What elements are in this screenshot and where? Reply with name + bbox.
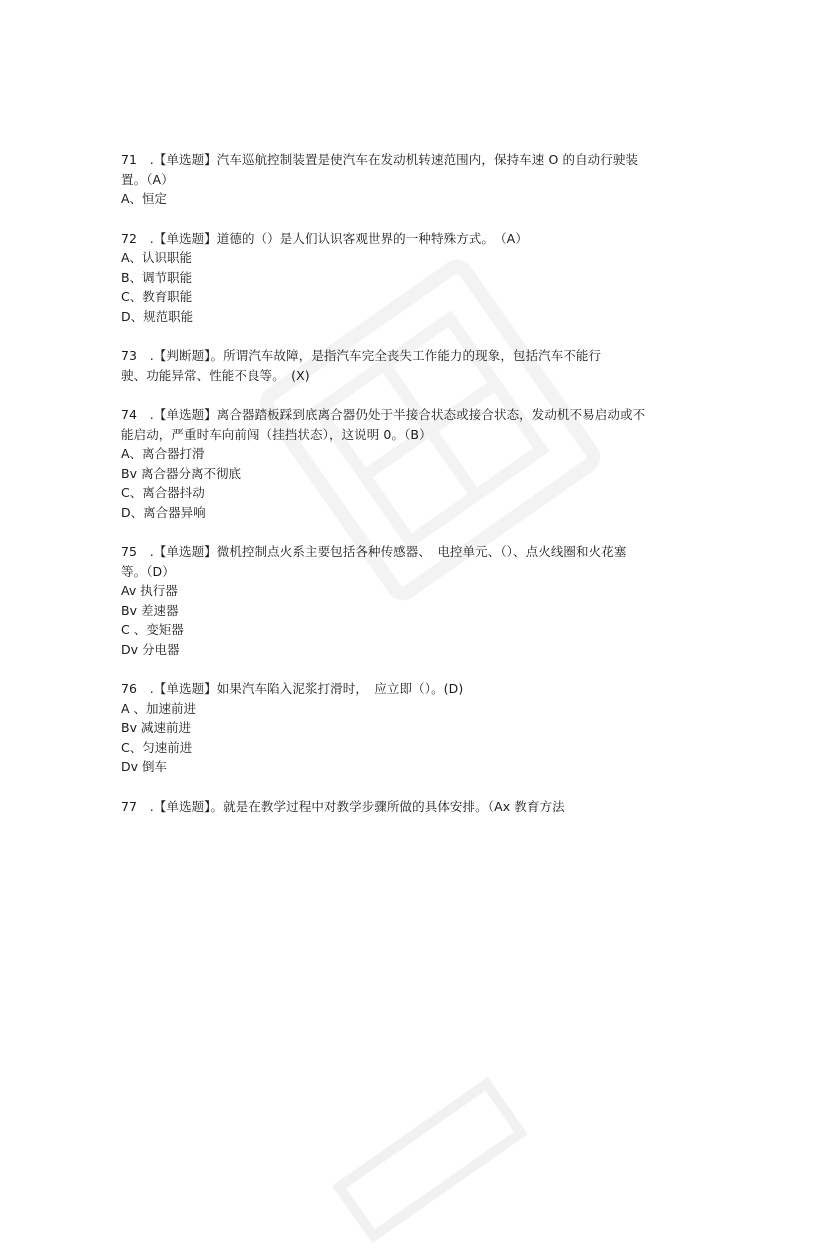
- option-c: C、教育职能: [121, 289, 193, 304]
- question-stem-line: 等。（D）: [121, 563, 175, 579]
- question-76: [121, 679, 711, 777]
- option-d: Dv 倒车: [121, 759, 167, 774]
- question-stem-line: 能启动，严重时车向前闯（挂挡状态），这说明 0。（B）: [121, 426, 432, 442]
- option-c: C、匀速前进: [121, 739, 193, 755]
- question-stem-line: 驶、功能异常、性能不良等。 (X): [121, 367, 310, 383]
- option-d: D、离合器异响: [121, 504, 206, 520]
- option-d: Dv 分电器: [121, 641, 180, 657]
- option-a: A、恒定: [121, 191, 168, 206]
- question-stem-line: 73 .【判断题】。所谓汽车故障，是指汽车完全丧失工作能力的现象，包括汽车不能行: [121, 348, 602, 363]
- option-a: A、认识职能: [121, 250, 193, 265]
- question-75: [121, 542, 711, 659]
- question-stem-line: 77 .【单选题】。就是在教学过程中对教学步骤所做的具体安排。（Ax 教育方法: [121, 798, 565, 814]
- option-a: A、离合器打滑: [121, 446, 205, 461]
- question-list: [121, 150, 711, 836]
- option-list: [121, 581, 711, 659]
- option-a: A 、加速前进: [121, 700, 197, 716]
- option-d: D、规范职能: [121, 308, 194, 324]
- option-a: Av 执行器: [121, 583, 178, 598]
- question-71: [121, 150, 711, 209]
- question-stem-line: 72 .【单选题】道德的（）是人们认识客观世界的一种特殊方式。 （A）: [121, 230, 528, 246]
- question-stem-line: 75 .【单选题】微机控制点火系主要包括各种传感器、 电控单元、（）、点火线圈和火花塞: [121, 544, 627, 559]
- option-c: C、离合器抖动: [121, 485, 205, 500]
- option-c: C 、变矩器: [121, 622, 184, 637]
- question-stem-line: 76 .【单选题】如果汽车陷入泥浆打滑时， 应立即（）。(D): [121, 681, 464, 696]
- option-list: [121, 699, 711, 777]
- option-list: [121, 189, 711, 209]
- watermark-logo-bottom: [325, 1070, 535, 1250]
- question-74: [121, 405, 711, 522]
- option-b: Bv 减速前进: [121, 720, 191, 735]
- question-stem-line: 置。（A）: [121, 171, 174, 187]
- question-73: [121, 346, 711, 385]
- question-stem-line: 74 .【单选题】离合器踏板踩到底离合器仍处于半接合状态或接合状态，发动机不易启动或不: [121, 407, 646, 422]
- option-b: Bv 差速器: [121, 602, 179, 618]
- option-b: Bv 离合器分离不彻底: [121, 465, 241, 481]
- option-list: [121, 444, 711, 522]
- option-list: [121, 248, 711, 326]
- question-stem-line: 71 .【单选题】汽车巡航控制装置是使汽车在发动机转速范围内，保持车速 O 的自动行驶装: [121, 152, 639, 167]
- question-77: [121, 797, 711, 817]
- question-72: [121, 229, 711, 327]
- option-b: B、调节职能: [121, 269, 193, 285]
